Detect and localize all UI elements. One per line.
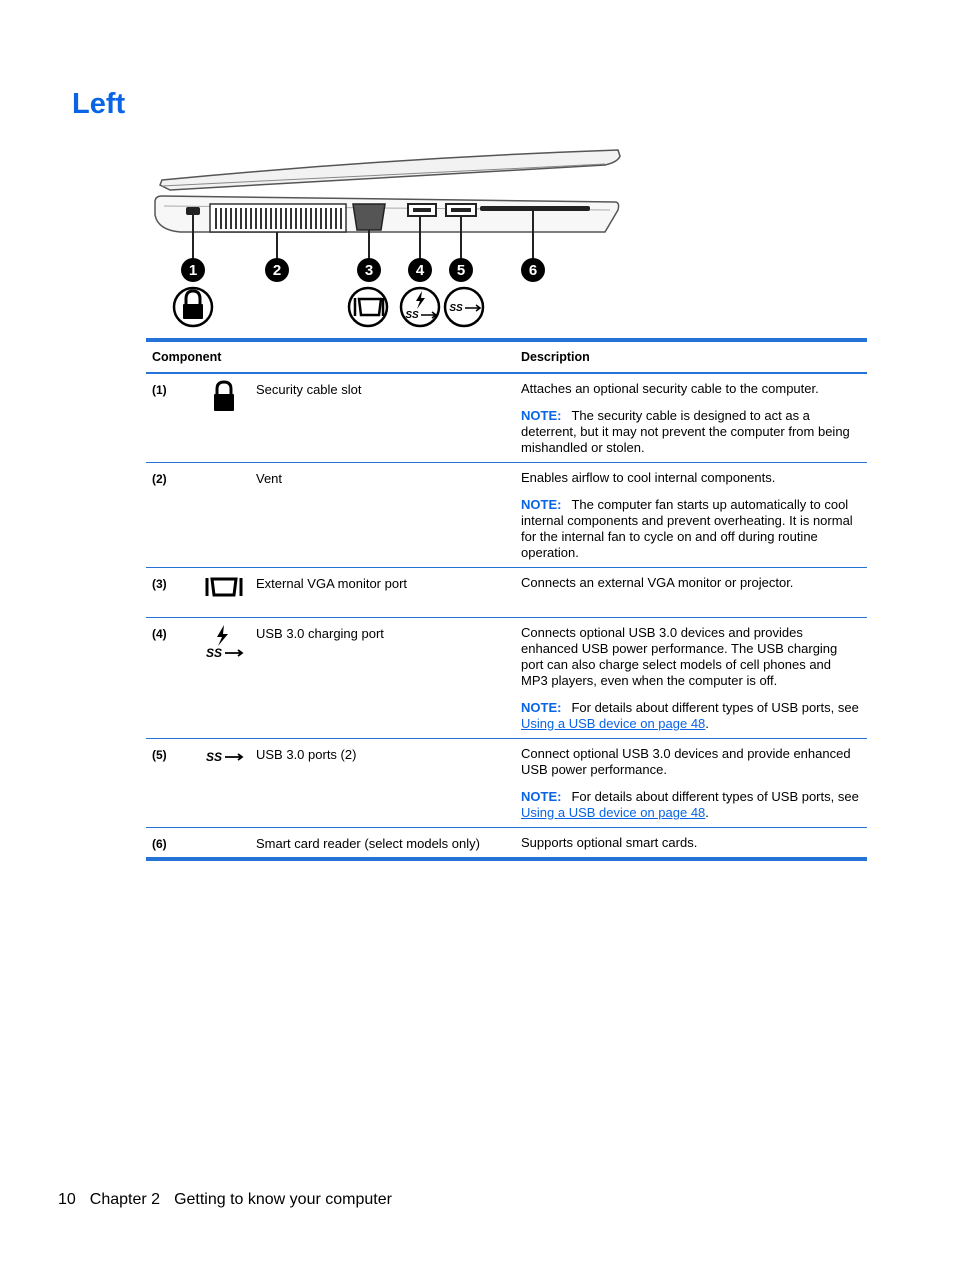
callout-3: [357, 258, 381, 282]
row-component: Security cable slot: [256, 382, 362, 397]
table-row: [146, 618, 867, 739]
components-table: [146, 338, 867, 861]
row-description: Enables airflow to cool internal components. NOTE: The computer fan starts up automatically to cool internal components and prevent overheating. It is normal for the internal fan to cycle on and off during routine operation.: [521, 470, 853, 560]
row-description: Attaches an optional security cable to the computer. NOTE: The security cable is designed to act as a deterrent, but it may not prevent the computer from being mishandled or stolen.: [521, 381, 850, 455]
table-row: [146, 568, 867, 618]
callout-4: [408, 258, 432, 282]
chapter-label: Chapter 2: [89, 1191, 161, 1208]
page-footer: [58, 1191, 392, 1209]
svg-text:6: 6: [528, 262, 538, 279]
row-number: (6): [152, 837, 167, 851]
svg-text:SS: SS: [405, 310, 419, 321]
callout-5: [449, 258, 473, 282]
no-icon: [192, 828, 256, 857]
row-number: (1): [152, 383, 167, 397]
callout-6: [521, 258, 545, 282]
svg-text:1: 1: [188, 262, 198, 279]
svg-text:SS: SS: [205, 750, 223, 764]
svg-text:SS: SS: [205, 646, 223, 660]
row-number: (2): [152, 472, 167, 486]
table-row: [146, 828, 867, 857]
note-label: NOTE:: [521, 700, 562, 715]
row-component: External VGA monitor port: [256, 576, 408, 591]
table-row: [146, 374, 867, 463]
svg-text:5: 5: [456, 262, 466, 279]
header-component: Component: [152, 350, 222, 364]
svg-text:3: 3: [364, 262, 374, 279]
header-description: Description: [521, 350, 590, 364]
no-icon: [192, 463, 256, 567]
row-number: (5): [152, 748, 167, 762]
svg-text:2: 2: [272, 262, 282, 279]
row-component: Smart card reader (select models only): [256, 836, 480, 851]
usb-ss-icon: [192, 739, 256, 827]
row-description: Connect optional USB 3.0 devices and provide enhanced USB power performance. NOTE: For details about different types of USB ports, see Using a USB device on page 48.: [521, 746, 859, 820]
vga-port-icon: [349, 288, 387, 326]
vga-port-icon: [192, 568, 256, 617]
usb-ss-charging-icon: [401, 288, 439, 326]
chapter-title: Getting to know your computer: [174, 1191, 392, 1208]
usb-ss-icon: [445, 288, 483, 326]
svg-text:SS: SS: [449, 303, 463, 314]
usb-ss-charging-icon: [192, 618, 256, 738]
laptop-illustration: [150, 140, 630, 335]
usb-device-link[interactable]: Using a USB device on page 48: [521, 716, 706, 731]
callout-2: [265, 258, 289, 282]
table-row: [146, 463, 867, 568]
usb-device-link[interactable]: Using a USB device on page 48: [521, 805, 706, 820]
callout-1: [181, 258, 205, 282]
row-description: Connects optional USB 3.0 devices and provides enhanced USB power performance. The USB charging port can also charge select models of cell phones and MP3 players, even when the computer is off. NOTE: For details about different types of USB ports, see Using a USB device on page 48.: [521, 625, 859, 731]
row-description: Connects an external VGA monitor or projector.: [521, 575, 794, 590]
row-component: Vent: [256, 471, 283, 486]
row-component: USB 3.0 charging port: [256, 626, 384, 641]
table-header: [146, 342, 867, 374]
note-label: NOTE:: [521, 408, 562, 423]
row-description: Supports optional smart cards.: [521, 835, 698, 850]
lock-icon: [174, 288, 212, 326]
note-label: NOTE:: [521, 789, 562, 804]
svg-text:4: 4: [415, 262, 425, 279]
page-title: Left: [72, 88, 126, 120]
row-number: (3): [152, 577, 167, 591]
row-number: (4): [152, 627, 167, 641]
row-component: USB 3.0 ports (2): [256, 747, 357, 762]
lock-icon: [192, 374, 256, 462]
laptop-left-side-figure: [150, 140, 630, 335]
table-row: [146, 739, 867, 828]
page-number: 10: [58, 1191, 76, 1208]
note-label: NOTE:: [521, 497, 562, 512]
